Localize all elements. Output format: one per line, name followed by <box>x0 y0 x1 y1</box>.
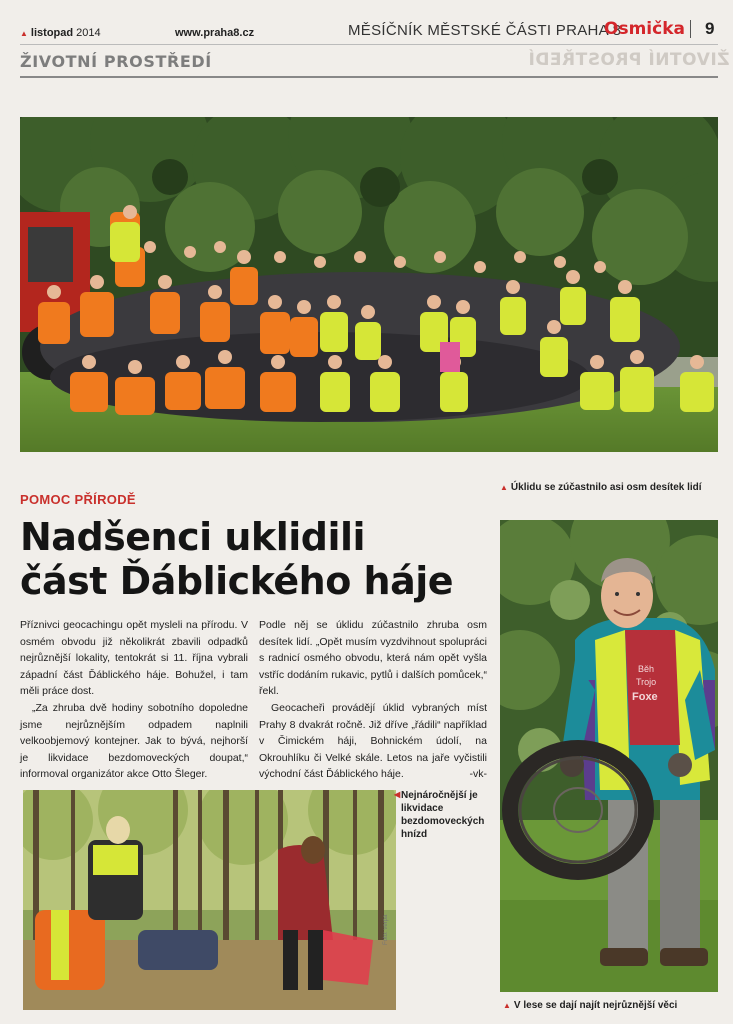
triangle-icon: ▲ <box>500 483 508 492</box>
photo-credit: Foto: verpa <box>383 914 389 945</box>
triangle-left-icon: ◀ <box>394 790 401 799</box>
website-url: www.praha8.cz <box>175 27 255 39</box>
group-photo <box>20 117 718 452</box>
article-column-right <box>259 617 487 783</box>
article-column-left <box>20 617 248 783</box>
man-with-tyre-photo <box>500 520 718 992</box>
section-title: ŽIVOTNÍ PROSTŘEDÍ <box>20 52 212 71</box>
paragraph: „Za zhruba dvě hodiny sobotního dopoledne jsme nejrůznějším odpadem naplnili velkoobjemový kontejner. Jak to bývá, nejhorší je likvidace bezdomoveckých doupat,“ informoval organizátor akce Otto Šleger. <box>20 701 248 781</box>
shirt-text-1: Běh <box>638 664 655 674</box>
article-headline <box>20 515 490 603</box>
forest-photo-caption: ◀ Nejnáročnější je likvidace bezdomoveckých hnízd <box>401 788 497 841</box>
article-kicker: POMOC PŘÍRODĚ <box>20 492 136 507</box>
triangle-icon: ▲ <box>503 1001 511 1010</box>
issue-date: ▲ listopad 2014 <box>20 27 101 39</box>
headline-line-2: část Ďáblického háje <box>20 559 454 603</box>
header-rule <box>20 44 718 45</box>
shirt-text-3: Foxe <box>632 691 658 703</box>
paragraph: Geocacheři provádějí úklid vybraných míst Prahy 8 dvakrát ročně. Již dříve „řádili“ například v Čimickém háji, Bohnickém údolí, na Okrouhlíku či Velké skále. Letos na jaře vyčistili východní část Ďáblického háje. -vk- <box>259 700 487 783</box>
shirt-text-2: Trojo <box>636 677 657 687</box>
section-rule <box>20 76 718 78</box>
page-number: 9 <box>705 19 715 38</box>
bleed-through-text: ŽIVOTNÍ PROSTŘEDÍ <box>528 50 730 70</box>
group-photo-caption: ▲ Úklidu se zúčastnilo asi osm desítek lidí <box>500 482 702 493</box>
header-divider <box>690 20 691 38</box>
man-photo-caption: ▲ V lese se dají najít nejrůznější věci <box>503 1000 678 1011</box>
triangle-icon: ▲ <box>20 29 28 38</box>
forest-cleanup-photo <box>23 790 396 1010</box>
brand-logo: Osmička <box>604 19 685 39</box>
author-signature: -vk- <box>469 768 487 781</box>
paragraph: Podle něj se úklidu zúčastnilo zhruba osm desítek lidí. „Opět musím vyzdvihnout spolupráci s radnicí osmého obvodu, která nám opět vyšla vstříc dodáním rukavic, pytlů i dalších pomůcek,“ řekl. <box>259 619 487 698</box>
paragraph: Příznivci geocachingu opět mysleli na přírodu. V osmém obvodu již několikrát zbavili odpadků nejrůznější lokality, tentokrát si 11. října vybrali západní část Ďáblického háje. Bohužel, i tam měli práce dost. <box>20 619 248 698</box>
headline-line-1: Nadšenci uklidili <box>20 515 366 559</box>
magazine-title: MĚSÍČNÍK MĚSTSKÉ ČÁSTI PRAHA 8 <box>348 22 622 39</box>
